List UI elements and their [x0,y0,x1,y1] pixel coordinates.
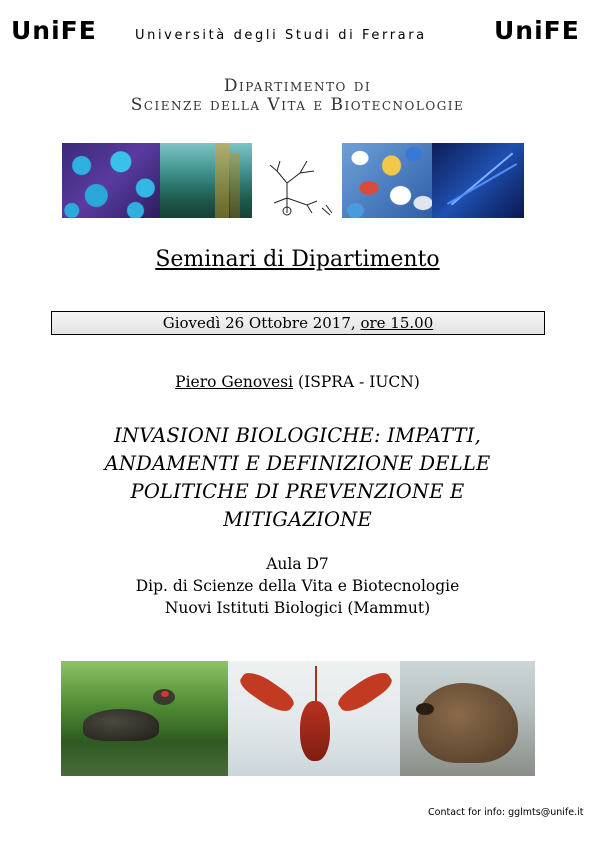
red-eared-slider-turtle-image [61,661,228,776]
speaker-affiliation: (ISPRA - IUCN) [298,373,420,391]
venue-room: Aula D7 [266,555,329,573]
top-image-strip [62,143,524,218]
tree-of-life-sketch-image [252,143,342,218]
speaker [0,373,595,391]
date-box [51,311,545,335]
event-date: Giovedì 26 Ottobre 2017, [162,314,356,332]
speaker-name: Piero Genovesi [175,373,294,391]
venue-building: Nuovi Istituti Biologici (Mammut) [164,599,431,617]
event-time: ore 15.00 [360,314,434,332]
contact-info: Contact for info: gglmts@unife.it [428,807,584,818]
cells-image [62,143,160,218]
dna-image [432,143,524,218]
unife-logo-left: UniFE [11,16,97,45]
pills-image [342,143,432,218]
kelp-forest-image [160,143,252,218]
department-line-2: Scienze della Vita e Biotecnologie [130,95,465,115]
seminar-series-title: Seminari di Dipartimento [155,247,440,272]
university-name: Università degli Studi di Ferrara [135,28,427,43]
nutria-image [400,661,535,776]
unife-logo-right: UniFE [494,16,580,45]
venue-department: Dip. di Scienze della Vita e Biotecnologie [135,577,460,595]
bottom-image-strip [61,661,535,776]
department-line-1: Dipartimento di [223,76,372,96]
talk-title: INVASIONI BIOLOGICHE: IMPATTI, ANDAMENTI E DEFINIZIONE DELLE POLITICHE DI PREVENZIONE E MITIGAZIONE [104,424,491,531]
red-swamp-crayfish-image [228,661,400,776]
